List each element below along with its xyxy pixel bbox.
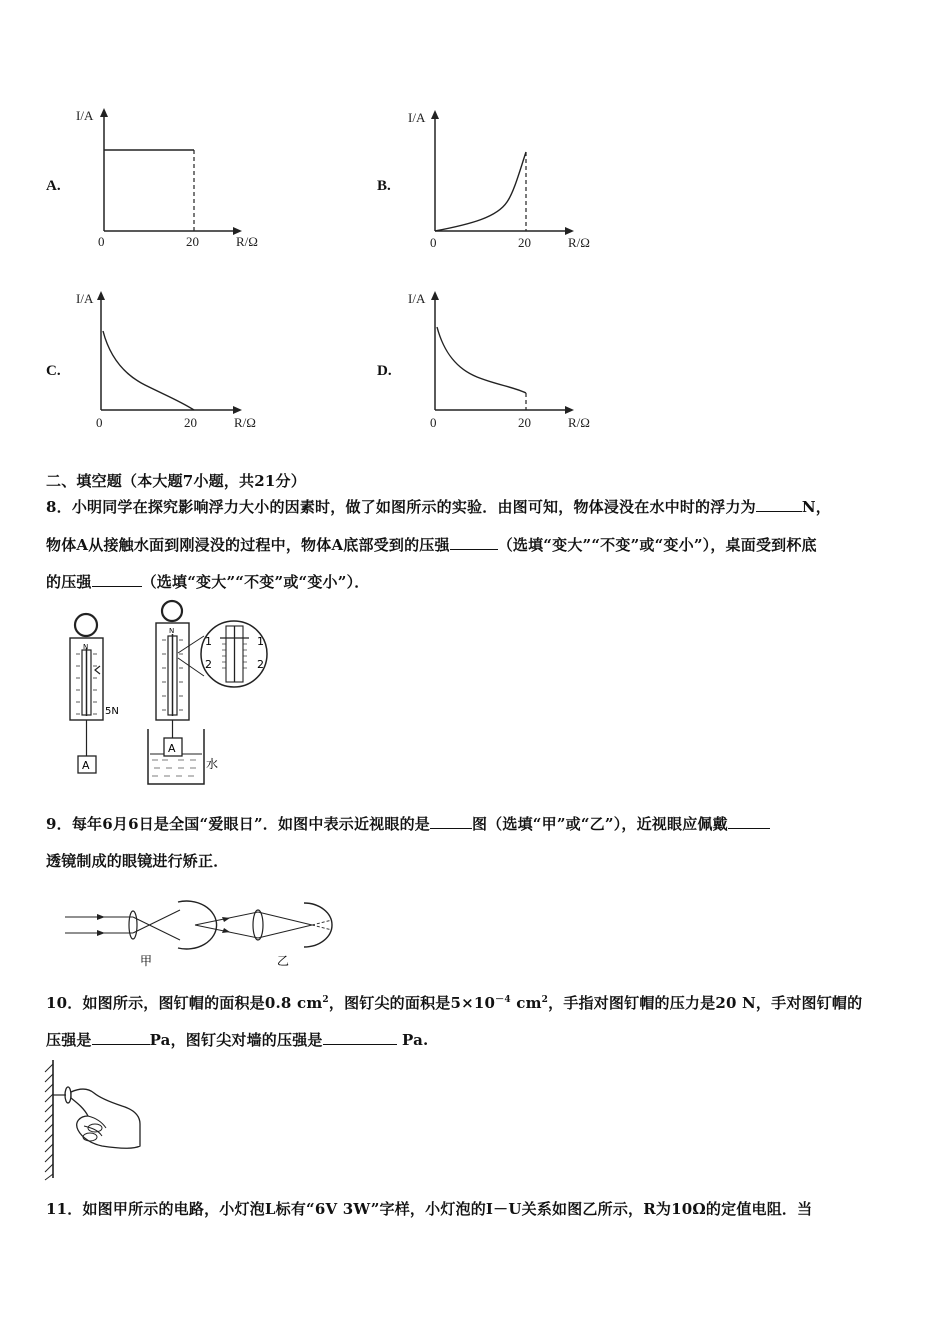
q8-line-1: 8．小明同学在探究影响浮力大小的因素时，做了如图所示的实验．由图可知，物体浸没在水中时的浮力为 N， (46, 498, 831, 516)
left-scale-reading: 5N (105, 706, 119, 717)
q10-blank-cap-pressure[interactable] (92, 1030, 150, 1045)
q9-line-2: 透镜制成的眼镜进行矫正． (46, 852, 229, 870)
eye-right-label: 乙 (277, 954, 290, 968)
eye-left-label: 甲 (140, 954, 153, 968)
q10-thumbtack-figure (40, 1058, 160, 1183)
graph-d-y-label: I/A (408, 291, 426, 306)
zoom-tick-1-right: 1 (257, 635, 264, 648)
q9-eye-figure (60, 892, 350, 972)
graph-b-origin: 0 (430, 235, 437, 250)
graph-c-origin: 0 (96, 415, 103, 430)
left-scale-unit: N (83, 643, 89, 651)
q10-line-2: 压强是 Pa，图钉尖对墙的压强是 Pa. (46, 1031, 429, 1049)
graph-b-y-label: I/A (408, 110, 426, 125)
graph-d (402, 283, 612, 443)
q8-blank-bottom-pressure[interactable] (450, 535, 498, 550)
q9-blank-figure[interactable] (430, 814, 472, 829)
graph-b (402, 102, 612, 262)
q8-blank-buoyancy[interactable] (756, 497, 802, 512)
q9-blank-lens[interactable] (728, 814, 770, 829)
section-heading: 二、填空题（本大题7小题，共21分） (46, 472, 306, 490)
q10-line-1: 10．如图所示，图钉帽的面积是0.8 $cm^2$，图钉尖的面积是$5\times 10^{-4}$ $cm^2$，手指对图钉帽的压力是20 N，手对图钉帽的 (46, 994, 863, 1012)
graph-d-origin: 0 (430, 415, 437, 430)
water-label: 水 (206, 757, 219, 771)
graph-c (70, 283, 280, 443)
q10-blank-tip-pressure[interactable] (323, 1030, 397, 1045)
graph-a-x-label: R/Ω (236, 234, 258, 249)
q9-line-1: 9．每年6月6日是全国“爱眼日”．如图中表示近视眼的是 图（选填“甲”或“乙”），近视眼应佩戴 (46, 813, 770, 834)
option-b-label: B. (377, 178, 391, 194)
graph-b-x-label: R/Ω (568, 235, 590, 250)
left-block-label: A (82, 759, 90, 772)
q8-line-3: 的压强 （选填“变大”“不变”或“变小”）． (46, 573, 370, 591)
graph-d-x-label: R/Ω (568, 415, 590, 430)
right-block-label: A (168, 742, 176, 755)
graph-c-x-tick: 20 (184, 415, 197, 430)
graph-d-x-tick: 20 (518, 415, 531, 430)
graph-a-x-tick: 20 (186, 234, 199, 249)
option-d-label: D. (377, 363, 392, 379)
right-scale-unit: N (169, 627, 175, 635)
zoom-tick-2-left: 2 (205, 658, 212, 671)
option-a-label: A. (46, 178, 61, 194)
q8-line-2: 物体A从接触水面到刚浸没的过程中，物体A底部受到的压强 （选填“变大”“不变”或“变小”），桌面受到杯底 (46, 536, 817, 554)
graph-a-y-label: I/A (76, 108, 94, 123)
q8-blank-table-pressure[interactable] (92, 572, 142, 587)
graph-b-x-tick: 20 (518, 235, 531, 250)
zoom-tick-1-left: 1 (205, 635, 212, 648)
graph-a (70, 100, 280, 260)
graph-c-x-label: R/Ω (234, 415, 256, 430)
q8-spring-scale-figure (60, 598, 300, 788)
graph-a-origin: 0 (98, 234, 105, 249)
q11-line-1: 11．如图甲所示的电路，小灯泡L标有“6V 3W”字样，小灯泡的I－U关系如图乙所示，R为10Ω的定值电阻．当 (46, 1200, 813, 1218)
option-c-label: C. (46, 363, 61, 379)
graph-c-y-label: I/A (76, 291, 94, 306)
zoom-tick-2-right: 2 (257, 658, 264, 671)
